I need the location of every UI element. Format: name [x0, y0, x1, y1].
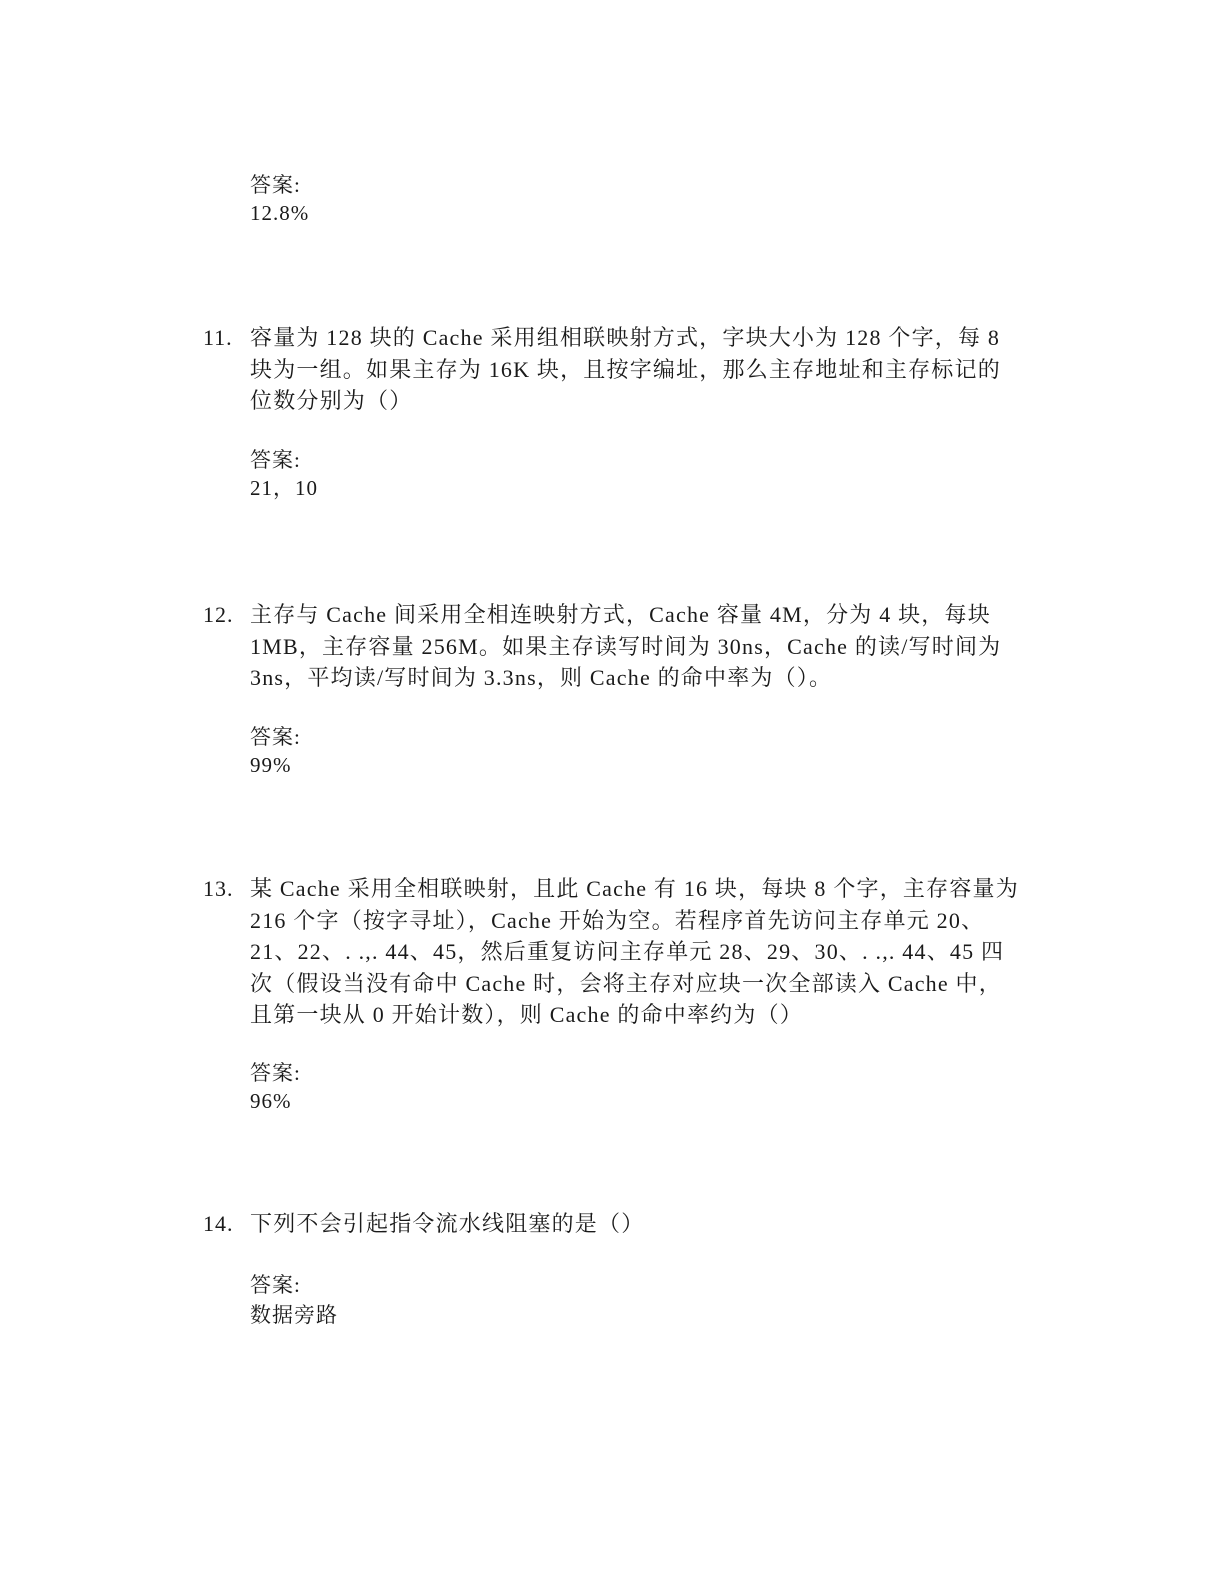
answer-label: 答案: — [250, 1273, 301, 1297]
answer-value: 99% — [250, 753, 292, 777]
question-line: 1MB，主存容量 256M。如果主存读写时间为 30ns，Cache 的读/写时间为 — [250, 633, 1002, 659]
question-text — [250, 873, 1035, 1031]
answer-value: 数据旁路 — [250, 1303, 338, 1327]
answer-value: 21，10 — [250, 476, 318, 500]
question-line: 位数分别为（） — [250, 388, 413, 413]
question-text — [250, 322, 1035, 417]
answer-value: 12.8% — [250, 201, 310, 225]
answer-value: 96% — [250, 1089, 292, 1113]
question-line: 块为一组。如果主存为 16K 块，且按字编址，那么主存地址和主存标记的 — [250, 356, 1001, 382]
answer-label: 答案: — [250, 173, 301, 197]
answer-label: 答案: — [250, 1061, 301, 1085]
question-number: 14. — [203, 1211, 234, 1236]
question-line: 容量为 128 块的 Cache 采用组相联映射方式，字块大小为 128 个字，每 8 — [250, 325, 1001, 350]
question-line: 3ns，平均读/写时间为 3.3ns，则 Cache 的命中率为（）。 — [250, 665, 833, 690]
answer-label: 答案: — [250, 725, 301, 749]
question-number: 11. — [203, 325, 233, 350]
question-number: 13. — [203, 876, 234, 901]
question-line: 次（假设当没有命中 Cache 时，会将主存对应块一次全部读入 Cache 中， — [250, 970, 1002, 996]
question-line: 21、22、. .,. 44、45，然后重复访问主存单元 28、29、30、. .,. 44、45 四 — [250, 939, 1005, 964]
question-text — [250, 1208, 1035, 1240]
question-line: 且第一块从 0 开始计数），则 Cache 的命中率约为（） — [250, 1002, 803, 1027]
question-text — [250, 599, 1035, 694]
question-number: 12. — [203, 602, 234, 627]
question-line: 下列不会引起指令流水线阻塞的是（） — [250, 1211, 645, 1236]
question-line: 216 个字（按字寻址），Cache 开始为空。若程序首先访问主存单元 20、 — [250, 907, 985, 933]
question-line: 主存与 Cache 间采用全相连映射方式，Cache 容量 4M，分为 4 块，每块 — [250, 602, 991, 627]
answer-label: 答案: — [250, 448, 301, 472]
question-line: 某 Cache 采用全相联映射，且此 Cache 有 16 块，每块 8 个字，主存容量为 — [250, 876, 1019, 901]
